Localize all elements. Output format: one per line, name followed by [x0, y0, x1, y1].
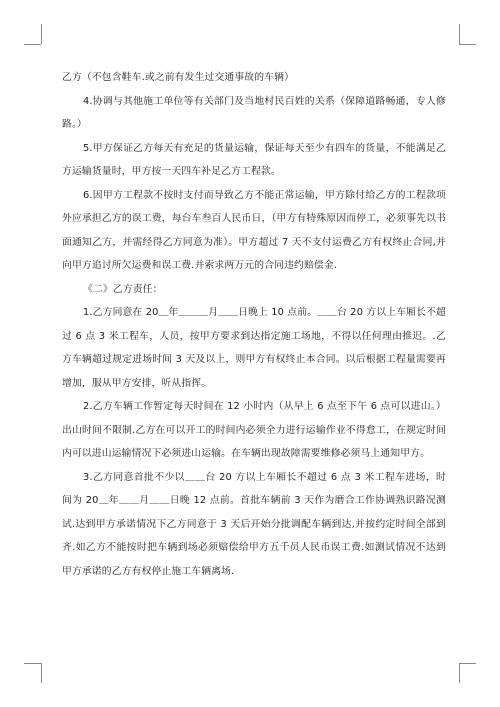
crop-mark-bottom-right	[459, 663, 460, 683]
paragraph-item-4: 4.协调与其他施工单位等有关部门及当地村民百姓的关系（保障道路畅通，专人修路。）	[62, 95, 446, 130]
crop-mark-bottom-right	[459, 663, 476, 664]
paragraph-item-6: 6.因甲方工程款不按时支付而导致乙方不能正常运输，甲方除付给乙方的工程款项外应承担乙方的误工费，每台车叁百人民币日，（甲方有特殊原因而停工，必须事先以书面通知乙方，并需经得乙方同意为准）。甲方超过 7 天不支付运费乙方有权终止合同,并向甲方追讨所欠运费和误工费.并索求两万元的合同违约赔偿金.	[62, 189, 446, 271]
paragraph-b-item-2: 2.乙方车辆工作暂定每天时间在 12 小时内（从早上 6 点至下午 6 点可以进山。）出山时间不限制.乙方在可以开工的时间内必须全力进行运输作业不得怠工，在规定时间内可以进山运输情况下必须进山运输。在车辆出现故障需要维修必须马上通知甲方。	[62, 401, 446, 459]
crop-mark-top-right	[459, 24, 460, 44]
crop-mark-bottom-left	[41, 663, 42, 683]
paragraph-b-item-1: 1.乙方同意在 20＿年＿＿＿月＿＿日晚上 10 点前。＿＿台 20 方以上车厢长不超过 6 点 3 米工程车，人员，按甲方要求到达指定施工场地，不得以任何理由推迟。.乙方车辆超过规定进场时间 3 天及以上，则甲方有权终止本合同。以后根据工程量需要再增加，服从甲方安排，听从指挥。	[62, 307, 446, 389]
paragraph-continuation: 乙方（不包含鞋车.或之前有发生过交通事故的车辆）	[62, 72, 295, 83]
crop-mark-bottom-left	[24, 663, 41, 664]
crop-mark-top-left	[41, 24, 42, 44]
section-heading-party-b: 《二》乙方责任：	[83, 283, 163, 295]
crop-mark-top-left	[24, 44, 41, 45]
paragraph-item-5: 5.甲方保证乙方每天有充足的货量运输，保证每天至少有四车的货量，不能满足乙方运输货量时，甲方按一天四车补足乙方工程款。	[62, 142, 446, 177]
document-body	[62, 66, 446, 583]
crop-mark-top-right	[459, 44, 476, 45]
paragraph-b-item-3: 3.乙方同意首批不少以＿＿台 20 方以上车厢长不超过 6 点 3 米工程车进场，时间为 20＿年＿＿月＿＿日晚 12 点前。首批车辆前 3 天作为磨合工作协调熟识路况测试.达到甲方承诺情况下乙方同意于 3 天后开始分批调配车辆到达,并按约定时间全部到齐.如乙方不能按时把车辆到场必须赔偿给甲方五千员人民币误工费.如测试情况不达到甲方承诺的乙方有权停止施工车辆离场.	[62, 471, 446, 577]
